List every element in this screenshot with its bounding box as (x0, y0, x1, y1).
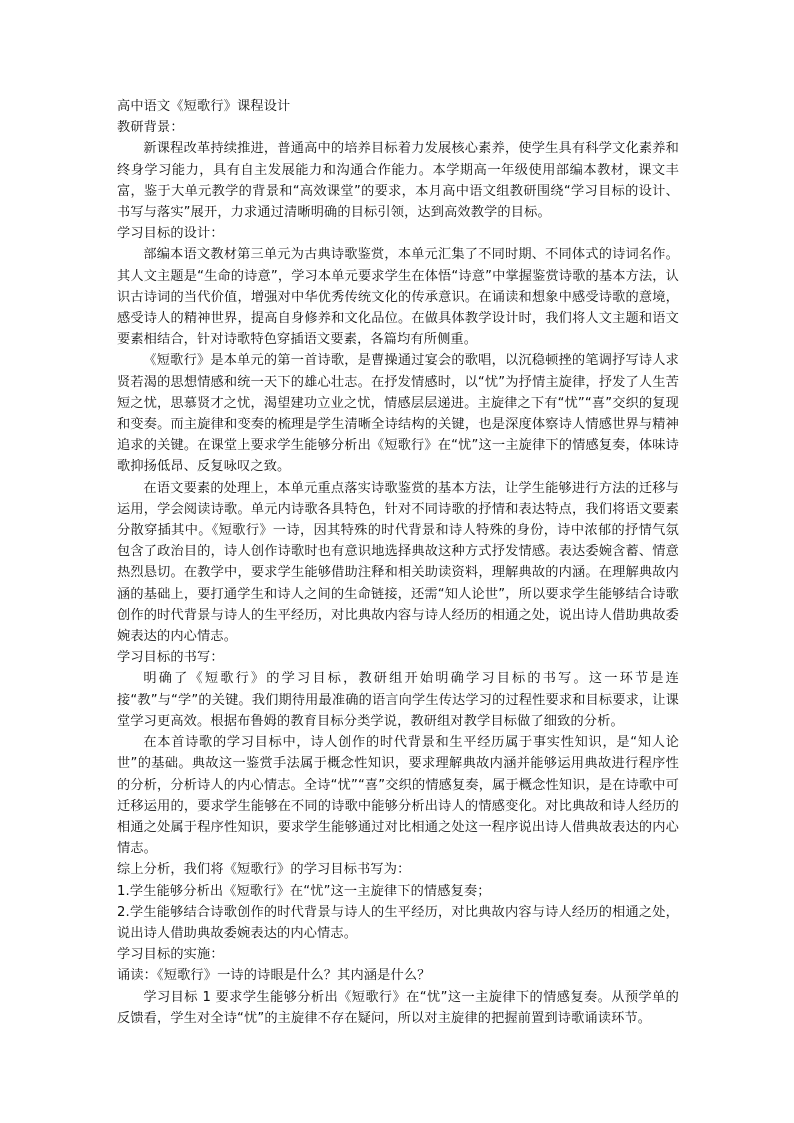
paragraph: 明确了《短歌行》的学习目标，教研组开始明确学习目标的书写。这一环节是连接“教”与“学”的关键。我们期待用最准确的语言向学生传达学习的过程性要求和目标要求，让课堂学习更高效。根据布鲁姆的教育目标分类学说，教研组对教学目标做了细致的分析。 (117, 671, 679, 729)
paragraph: 在语文要素的处理上，本单元重点落实诗歌鉴赏的基本方法，让学生能够进行方法的迁移与运用，学会阅读诗歌。单元内诗歌各具特色，针对不同诗歌的抒情和表达特点，我们将语文要素分散穿插其中。《短歌行》一诗，因其特殊的时代背景和诗人特殊的身份，诗中浓郁的抒情气氛包含了政治目的，诗人创作诗歌时也有意识地选择典故这种方式抒发情感。表达委婉含蓄、情意热烈恳切。在教学中，要求学生能够借助注释和相关助读资料，理解典故的内涵。在理解典故内涵的基础上，要打通学生和诗人之间的生命链接，还需“知人论世”，所以要求学生能够结合诗歌创作的时代背景与诗人的生平经历，对比典故内容与诗人经历的相通之处，说出诗人借助典故委婉表达的内心情志。 (117, 480, 679, 645)
document-title: 高中语文《短歌行》课程设计 (117, 99, 291, 114)
reading-question: 诵读：《短歌行》一诗的诗眼是什么？其内涵是什么？ (117, 968, 431, 984)
document-body (117, 96, 679, 1029)
goal-item-2: 2.学生能够结合诗歌创作的时代背景与诗人的生平经历，对比典故内容与诗人经历的相通之处，说出诗人借助典故委婉表达的内心情志。 (117, 904, 679, 941)
summary-line: 综上分析，我们将《短歌行》的学习目标书写为： (117, 862, 411, 878)
section-heading-implementation: 学习目标的实施： (117, 947, 224, 963)
section-heading-background: 教研背景： (117, 120, 184, 136)
paragraph: 新课程改革持续推进，普通高中的培养目标着力发展核心素养，使学生具有科学文化素养和终身学习能力，具有自主发展能力和沟通合作能力。本学期高一年级使用部编本教材，课文丰富，鉴于大单元教学的背景和“高效课堂”的要求，本月高中语文组教研围绕“学习目标的设计、书写与落实”展开，力求通过清晰明确的目标引领，达到高效教学的目标。 (117, 141, 679, 221)
goal-item-1: 1.学生能够分析出《短歌行》在“忧”这一主旋律下的情感复奏； (117, 883, 491, 899)
paragraph: 在本首诗歌的学习目标中，诗人创作的时代背景和生平经历属于事实性知识，是“知人论世”的基础。典故这一鉴赏手法属于概念性知识，要求理解典故内涵并能够运用典故进行程序性的分析，分析诗人的内心情志。全诗“忧”“喜”交织的情感复奏，属于概念性知识，是在诗歌中可迁移运用的，要求学生能够在不同的诗歌中能够分析出诗人的情感变化。对比典故和诗人经历的相通之处属于程序性知识，要求学生能够通过对比相通之处这一程序说出诗人借典故表达的内心情志。 (117, 735, 679, 857)
paragraph: 《短歌行》是本单元的第一首诗歌，是曹操通过宴会的歌唱，以沉稳顿挫的笔调抒写诗人求贤若渴的思想情感和统一天下的雄心壮志。在抒发情感时，以“忧”为抒情主旋律，抒发了人生苦短之忧，思慕贤才之忧，渴望建功立业之忧，情感层层递进。主旋律之下有“忧”“喜”交织的复现和变奏。而主旋律和变奏的梳理是学生清晰全诗结构的关键，也是深度体察诗人情感世界与精神追求的关键。在课堂上要求学生能够分析出《短歌行》在“忧”这一主旋律下的情感复奏，体味诗歌抑扬低昂、反复咏叹之致。 (117, 353, 679, 475)
section-heading-design: 学习目标的设计： (117, 226, 224, 242)
paragraph: 学习目标 1 要求学生能够分析出《短歌行》在“忧”这一主旋律下的情感复奏。从预学单的反馈看，学生对全诗“忧”的主旋律不存在疑问，所以对主旋律的把握前置到诗歌诵读环节。 (117, 989, 679, 1026)
paragraph: 部编本语文教材第三单元为古典诗歌鉴赏，本单元汇集了不同时期、不同体式的诗词名作。其人文主题是“生命的诗意”，学习本单元要求学生在体悟“诗意”中掌握鉴赏诗歌的基本方法，认识古诗词的当代价值，增强对中华优秀传统文化的传承意识。在诵读和想象中感受诗歌的意境，感受诗人的精神世界，提高自身修养和文化品位。在做具体教学设计时，我们将人文主题和语文要素相结合，针对诗歌特色穿插语文要素，各篇均有所侧重。 (117, 247, 679, 348)
section-heading-writing: 学习目标的书写： (117, 650, 224, 666)
